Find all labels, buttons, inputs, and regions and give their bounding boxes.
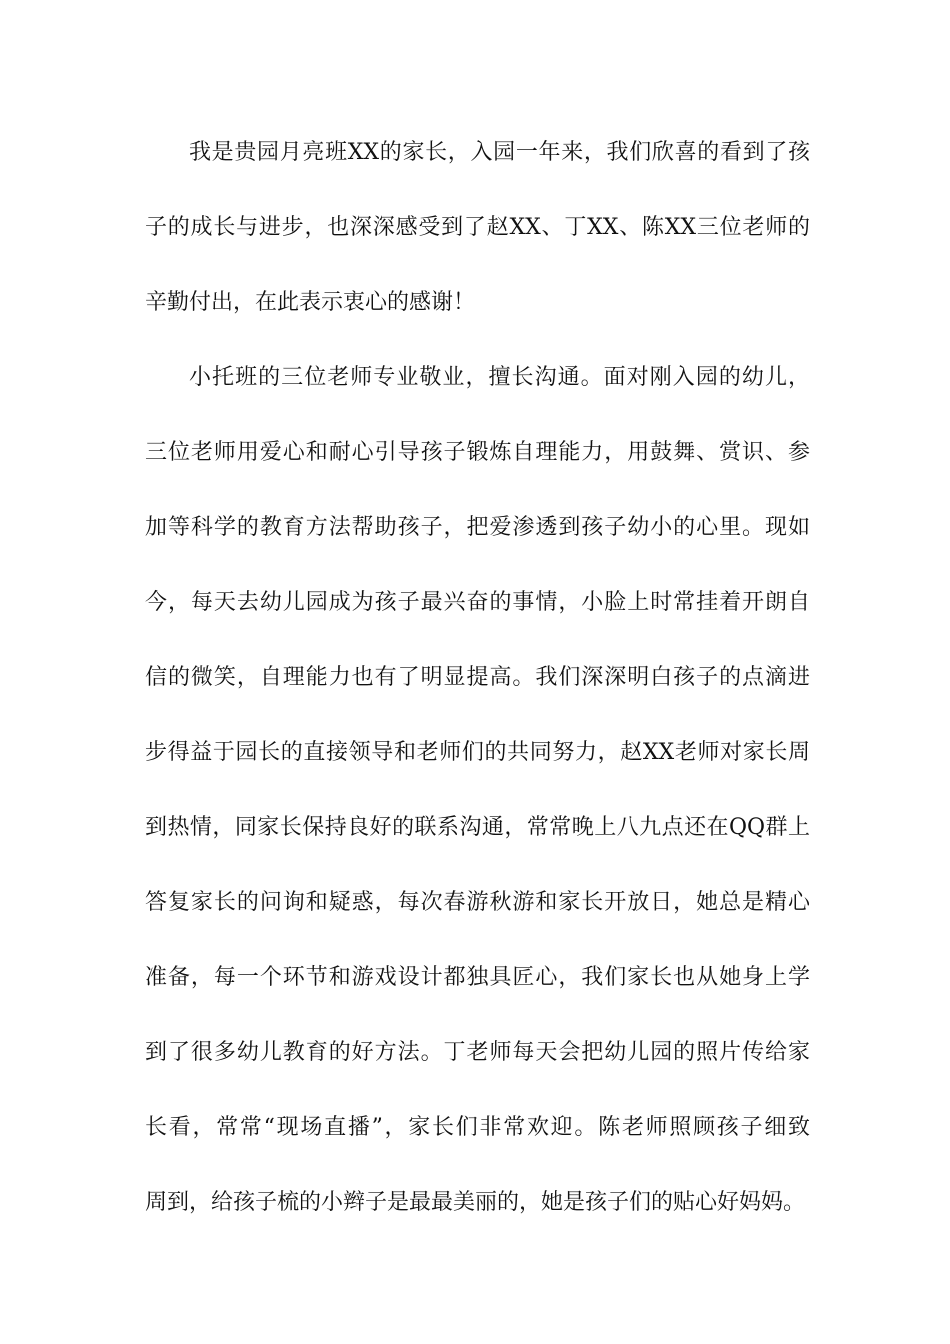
paragraph-line: 今，每天去幼儿园成为孩子最兴奋的事情，小脸上时常挂着开朗自 [145,590,810,615]
paragraph-line: 辛勤付出，在此表示衷心的感谢！ [145,290,476,315]
paragraph-line: 三位老师用爱心和耐心引导孩子锻炼自理能力，用鼓舞、赏识、参 [145,440,810,465]
paragraph-line: 步得益于园长的直接领导和老师们的共同努力，赵XX老师对家长周 [145,740,810,765]
letter-body [145,128,810,1253]
paragraph-line: 加等科学的教育方法帮助孩子，把爱渗透到孩子幼小的心里。现如 [145,515,810,540]
paragraph-line: 我是贵园月亮班XX的家长，入园一年来，我们欣喜的看到了孩 [189,140,810,165]
paragraph-line: 答复家长的问询和疑惑，每次春游秋游和家长开放日，她总是精心 [145,890,810,915]
paragraph-line: 子的成长与进步，也深深感受到了赵XX、丁XX、陈XX三位老师的 [145,215,810,240]
paragraph-line: 准备，每一个环节和游戏设计都独具匠心，我们家长也从她身上学 [145,965,810,990]
paragraph-line: 小托班的三位老师专业敬业，擅长沟通。面对刚入园的幼儿， [189,365,810,390]
paragraph-line: 周到，给孩子梳的小辫子是最最美丽的，她是孩子们的贴心好妈妈。 [145,1190,806,1215]
paragraph-1 [145,128,810,353]
paragraph-2 [145,353,810,1253]
paragraph-line: 到热情，同家长保持良好的联系沟通，常常晚上八九点还在QQ群上 [145,815,810,840]
paragraph-line: 长看，常常“现场直播”，家长们非常欢迎。陈老师照顾孩子细致 [145,1115,810,1140]
paragraph-line: 到了很多幼儿教育的好方法。丁老师每天会把幼儿园的照片传给家 [145,1040,810,1065]
paragraph-line: 信的微笑，自理能力也有了明显提高。我们深深明白孩子的点滴进 [145,665,810,690]
